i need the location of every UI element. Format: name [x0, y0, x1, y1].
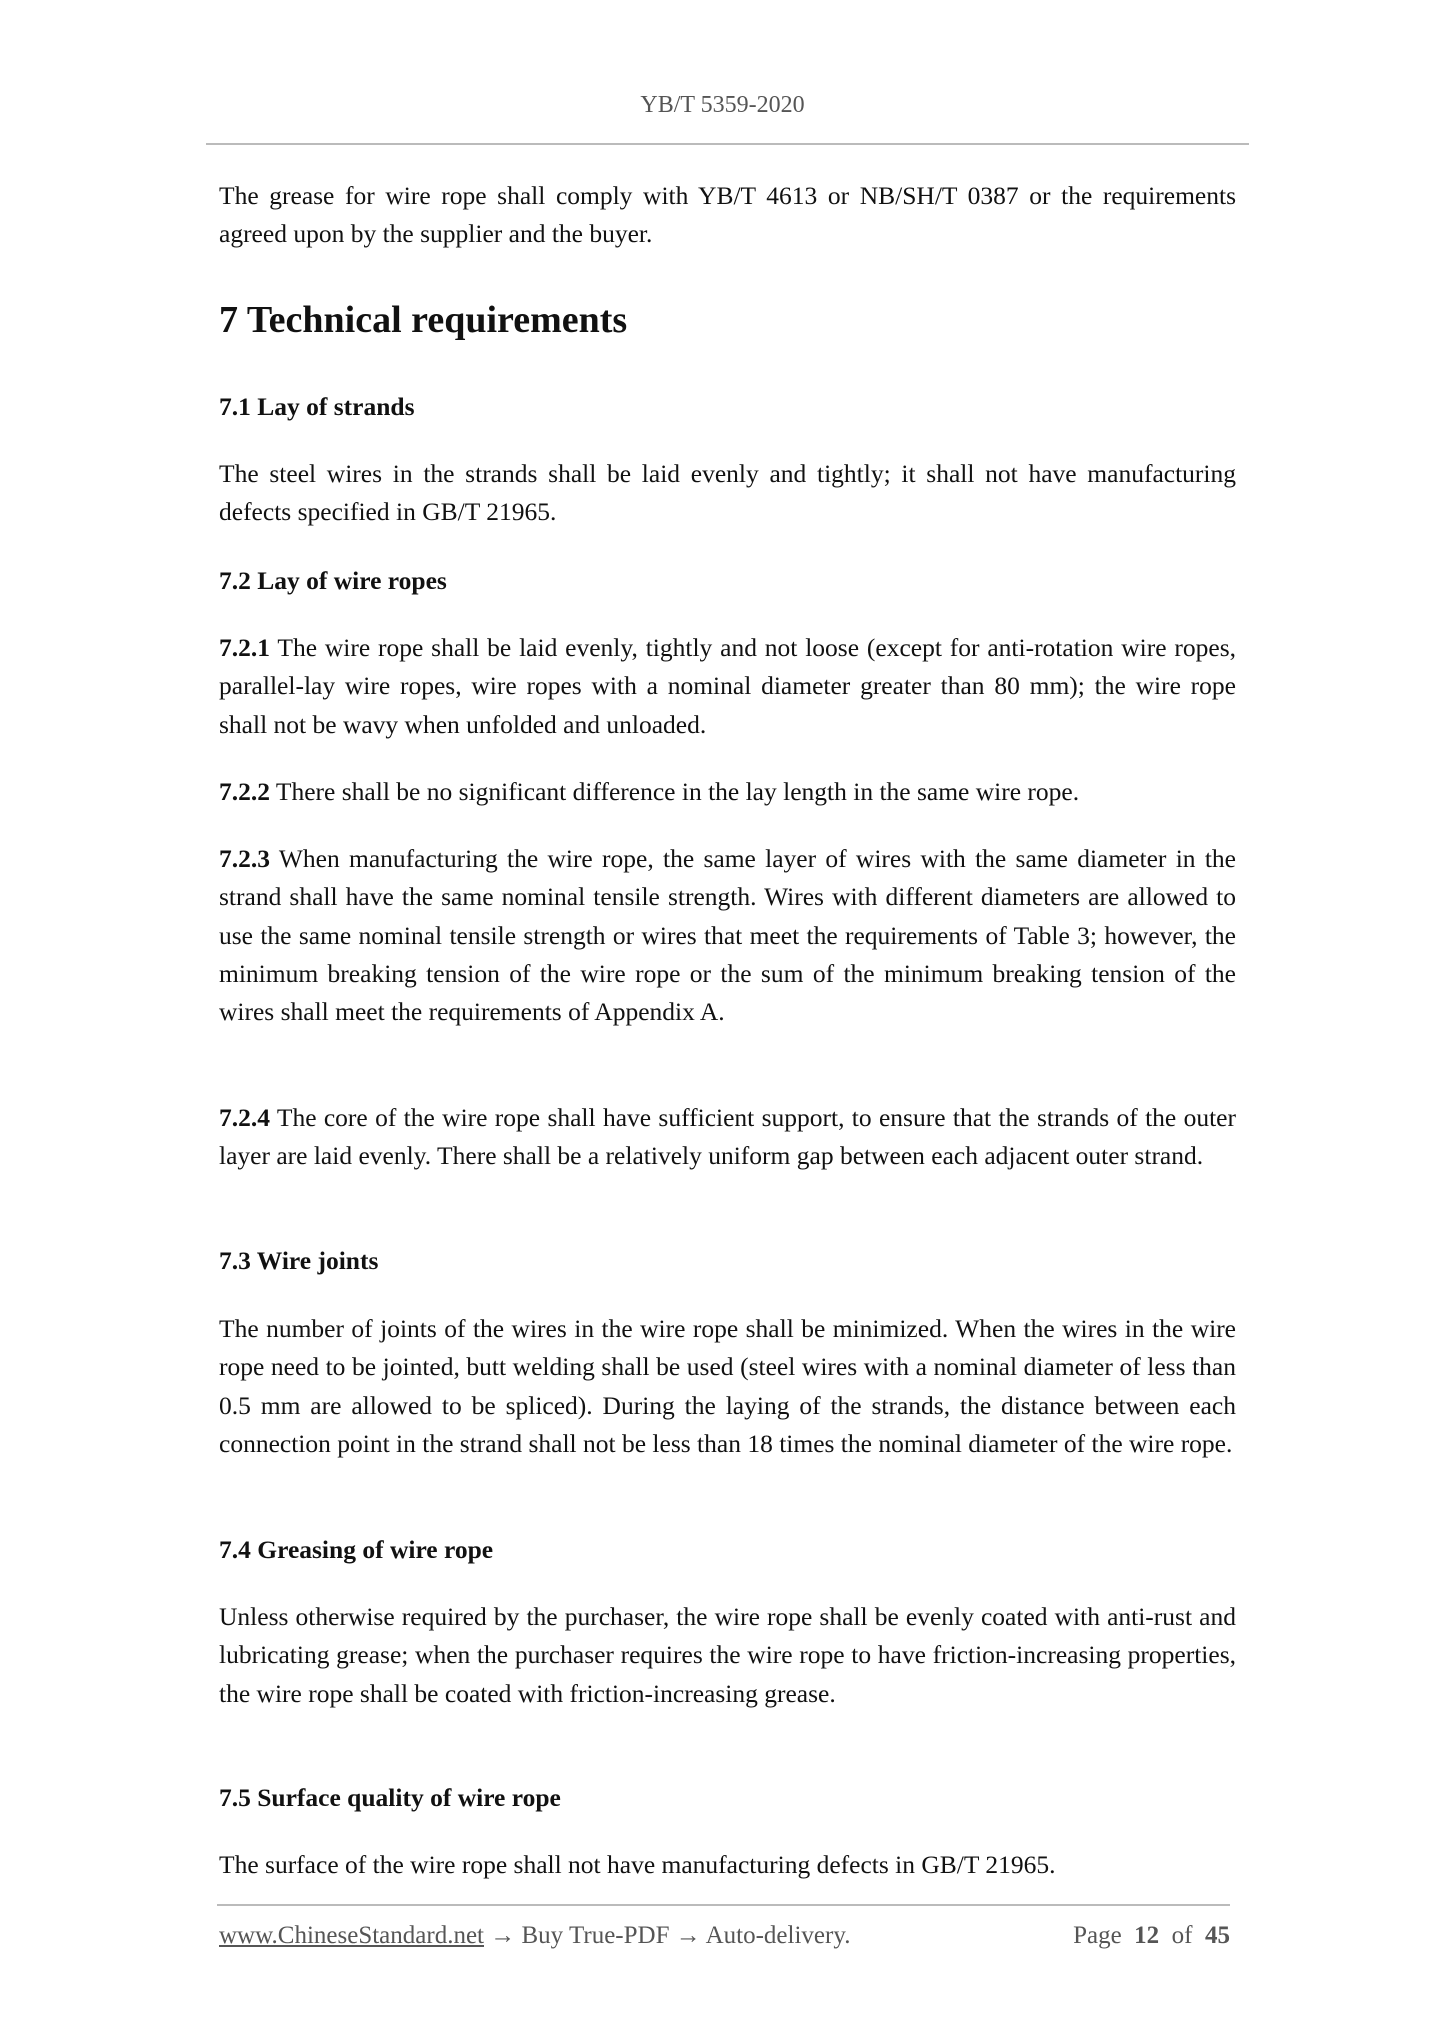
clause-number: 7.2.1 [219, 633, 270, 662]
paragraph-7-2-1 [219, 629, 1236, 744]
footer-promo-text: → Buy True-PDF → Auto-delivery. [484, 1922, 851, 1949]
heading-7-1: 7.1 Lay of strands [219, 392, 415, 421]
heading-7-5: 7.5 Surface quality of wire rope [219, 1783, 561, 1812]
paragraph-7-2-3 [219, 840, 1236, 1031]
website-link[interactable]: www.ChineseStandard.net [219, 1922, 484, 1949]
total-pages: 45 [1205, 1922, 1230, 1949]
paragraph-7-2-4 [219, 1099, 1236, 1176]
clause-text: There shall be no significant difference in the lay length in the same wire rope. [270, 777, 1080, 806]
page-indicator [1073, 1922, 1230, 1950]
clause-number: 7.2.3 [219, 844, 270, 873]
heading-7-3: 7.3 Wire joints [219, 1246, 379, 1275]
heading-7-4: 7.4 Greasing of wire rope [219, 1535, 494, 1564]
paragraph-7-5: The surface of the wire rope shall not have manufacturing defects in GB/T 21965. [219, 1850, 1056, 1879]
clause-text: The wire rope shall be laid evenly, tightly and not loose (except for anti-rotation wire ropes, parallel-lay wire ropes, wire ropes with a nominal diameter greater than 80 mm); the wire rope shall not be wavy when unfolded and unloaded. [219, 633, 1236, 739]
footer-divider [217, 1904, 1230, 1906]
clause-text: When manufacturing the wire rope, the same layer of wires with the same diameter in the strand shall have the same nominal tensile strength. Wires with different diameters are allowed to use the same nominal tensile strength or wires that meet the requirements of Table 3; however, the minimum breaking tension of the wire rope or the sum of the minimum breaking tension of the wires shall meet the requirements of Appendix A. [219, 844, 1236, 1027]
clause-text: The core of the wire rope shall have sufficient support, to ensure that the strands of the outer layer are laid evenly. There shall be a relatively uniform gap between each adjacent outer strand. [219, 1103, 1236, 1171]
heading-7-2: 7.2 Lay of wire ropes [219, 566, 447, 595]
clause-number: 7.2.2 [219, 777, 270, 806]
of-label: of [1171, 1922, 1193, 1949]
document-header: YB/T 5359-2020 [640, 92, 805, 118]
footer-promo [219, 1922, 850, 1950]
page-label: Page [1073, 1922, 1122, 1949]
paragraph-7-1: The steel wires in the strands shall be laid evenly and tightly; it shall not have manufacturing defects specified in GB/T 21965. [219, 459, 1236, 527]
page-number: 12 [1134, 1922, 1160, 1949]
paragraph-7-3: The number of joints of the wires in the wire rope shall be minimized. When the wires in the wire rope need to be jointed, butt welding shall be used (steel wires with a nominal diameter of less than 0.5 mm are allowed to be spliced). During the laying of the strands, the distance between each connection point in the strand shall not be less than 18 times the nominal diameter of the wire rope. [219, 1314, 1236, 1458]
page-footer [219, 1922, 1230, 1950]
header-divider [206, 143, 1249, 145]
section-title: 7 Technical requirements [219, 299, 628, 341]
clause-number: 7.2.4 [219, 1103, 270, 1132]
intro-paragraph: The grease for wire rope shall comply with YB/T 4613 or NB/SH/T 0387 or the requirements agreed upon by the supplier and the buyer. [219, 181, 1236, 249]
paragraph-7-2-2 [219, 773, 1236, 811]
paragraph-7-4: Unless otherwise required by the purchaser, the wire rope shall be evenly coated with anti-rust and lubricating grease; when the purchaser requires the wire rope to have friction-increasing properties, the wire rope shall be coated with friction-increasing grease. [219, 1602, 1236, 1708]
